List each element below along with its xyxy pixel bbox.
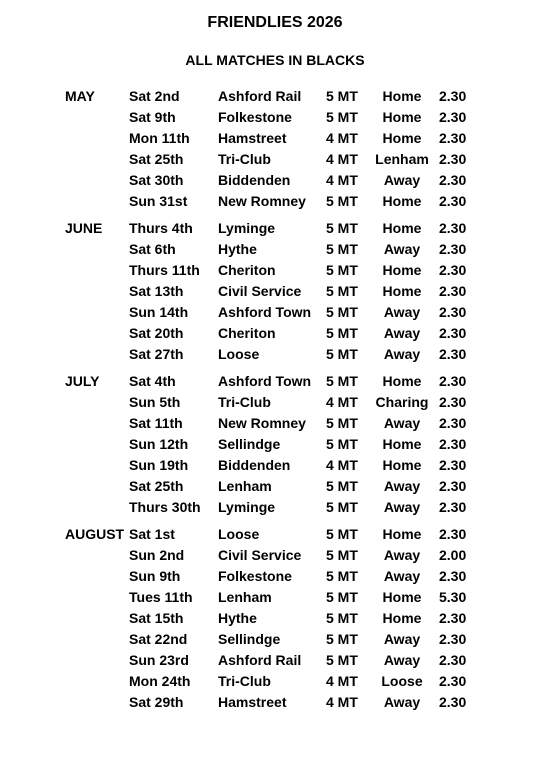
fixture-date: Tues 11th [129,589,193,605]
fixture-row [0,128,550,149]
fixture-row [0,371,550,392]
fixture-row [0,86,550,107]
fixture-time: 2.30 [439,526,467,542]
page-subtitle: ALL MATCHES IN BLACKS [185,52,365,68]
fixture-date: Sun 31st [129,193,188,209]
fixture-date: Thurs 4th [129,220,193,236]
fixture-opponent: Hythe [218,610,257,626]
fixture-venue: Home [382,526,422,542]
fixture-venue: Home [382,589,422,605]
fixture-time: 2.30 [439,262,467,278]
fixture-time: 2.30 [439,151,467,167]
fixture-opponent: Loose [218,526,260,542]
fixture-date: Sat 11th [129,415,183,431]
fixture-format: 4 MT [326,673,358,689]
fixture-time: 2.30 [439,193,467,209]
month-group-july [0,371,550,518]
fixture-date: Sat 6th [129,241,176,257]
fixture-time: 2.30 [439,457,467,473]
fixture-time: 2.30 [439,568,467,584]
fixture-time: 2.30 [439,394,467,410]
fixture-time: 2.30 [439,88,467,104]
fixture-row [0,671,550,692]
fixture-format: 5 MT [326,436,358,452]
fixture-opponent: Biddenden [218,172,291,188]
fixture-venue: Home [382,130,422,146]
fixture-opponent: Lyminge [218,220,276,236]
fixture-date: Sun 23rd [129,652,189,668]
fixture-venue: Away [383,241,421,257]
fixture-row [0,239,550,260]
fixture-time: 2.30 [439,694,467,710]
fixture-row [0,323,550,344]
fixture-opponent: Civil Service [218,547,302,563]
fixture-time: 2.30 [439,373,467,389]
fixture-time: 2.30 [439,109,467,125]
fixture-venue: Home [382,109,422,125]
fixture-venue: Home [382,283,422,299]
fixture-format: 4 MT [326,151,358,167]
fixture-venue: Lenham [375,151,429,167]
fixture-format: 5 MT [326,304,358,320]
fixture-format: 5 MT [326,547,358,563]
fixtures-list [0,86,550,719]
month-label: JUNE [65,220,103,236]
fixture-row [0,587,550,608]
fixture-format: 5 MT [326,283,358,299]
fixture-time: 2.30 [439,304,467,320]
fixture-format: 5 MT [326,610,358,626]
fixture-format: 5 MT [326,499,358,515]
fixture-opponent: Ashford Town [218,373,312,389]
fixture-time: 2.30 [439,172,467,188]
fixture-opponent: Tri-Club [218,673,271,689]
fixture-time: 2.30 [439,652,467,668]
fixture-format: 5 MT [326,193,358,209]
fixture-opponent: Lenham [218,478,272,494]
page-title: FRIENDLIES 2026 [207,14,343,31]
fixture-format: 4 MT [326,394,358,410]
fixture-time: 2.00 [439,547,467,563]
fixture-row [0,608,550,629]
fixture-row [0,455,550,476]
fixture-opponent: Hamstreet [218,130,287,146]
fixture-format: 4 MT [326,457,358,473]
fixture-venue: Away [383,172,421,188]
fixture-venue: Away [383,694,421,710]
fixture-opponent: Ashford Rail [218,652,302,668]
fixture-time: 2.30 [439,130,467,146]
fixture-row [0,476,550,497]
fixture-format: 5 MT [326,526,358,542]
fixture-row [0,413,550,434]
fixture-row [0,191,550,212]
fixture-date: Sat 13th [129,283,184,299]
fixture-row [0,434,550,455]
fixture-venue: Home [382,457,422,473]
fixture-venue: Charing [375,394,429,410]
fixture-format: 5 MT [326,589,358,605]
fixture-row [0,692,550,713]
fixture-row [0,650,550,671]
month-label: AUGUST [65,526,125,542]
fixture-date: Sat 15th [129,610,184,626]
fixture-opponent: Lyminge [218,499,276,515]
fixture-venue: Away [383,499,421,515]
fixture-format: 4 MT [326,130,358,146]
fixture-venue: Away [383,415,421,431]
fixture-opponent: Tri-Club [218,394,271,410]
fixture-date: Thurs 11th [129,262,200,278]
fixture-opponent: Cheriton [218,325,276,341]
fixture-venue: Away [383,304,421,320]
fixture-opponent: Hamstreet [218,694,287,710]
fixture-format: 5 MT [326,325,358,341]
fixture-time: 5.30 [439,589,467,605]
fixture-time: 2.30 [439,241,467,257]
fixture-venue: Away [383,346,421,362]
fixture-row [0,524,550,545]
fixture-venue: Home [382,436,422,452]
fixture-row [0,344,550,365]
fixture-format: 5 MT [326,88,358,104]
fixture-time: 2.30 [439,436,467,452]
fixture-row [0,107,550,128]
month-label: JULY [65,373,100,389]
fixture-time: 2.30 [439,478,467,494]
fixture-opponent: Sellindge [218,436,281,452]
fixture-time: 2.30 [439,499,467,515]
fixture-opponent: Sellindge [218,631,281,647]
fixture-format: 5 MT [326,109,358,125]
fixture-date: Sat 27th [129,346,184,362]
fixture-venue: Home [382,373,422,389]
fixture-time: 2.30 [439,631,467,647]
fixture-time: 2.30 [439,610,467,626]
fixture-format: 5 MT [326,220,358,236]
fixture-format: 5 MT [326,241,358,257]
fixture-opponent: Lenham [218,589,272,605]
fixture-row [0,392,550,413]
fixture-venue: Away [383,547,421,563]
fixture-opponent: Hythe [218,241,257,257]
fixture-date: Sat 9th [129,109,176,125]
fixture-date: Sun 2nd [129,547,185,563]
fixture-date: Sat 2nd [129,88,180,104]
fixture-date: Sun 14th [129,304,189,320]
fixture-opponent: New Romney [218,415,306,431]
fixture-time: 2.30 [439,220,467,236]
fixture-venue: Away [383,325,421,341]
fixture-opponent: Tri-Club [218,151,271,167]
fixture-row [0,260,550,281]
fixture-format: 5 MT [326,415,358,431]
fixture-date: Thurs 30th [129,499,201,515]
month-label: MAY [65,88,95,104]
fixture-time: 2.30 [439,415,467,431]
fixture-format: 5 MT [326,631,358,647]
fixture-date: Sun 19th [129,457,189,473]
fixture-time: 2.30 [439,346,467,362]
fixture-venue: Away [383,652,421,668]
fixture-format: 5 MT [326,478,358,494]
fixture-opponent: Ashford Town [218,304,312,320]
fixture-date: Mon 24th [129,673,191,689]
fixture-date: Sat 20th [129,325,184,341]
fixture-format: 5 MT [326,568,358,584]
fixture-venue: Away [383,568,421,584]
fixture-time: 2.30 [439,325,467,341]
month-group-june [0,218,550,365]
fixture-row [0,170,550,191]
fixture-date: Sun 9th [129,568,181,584]
fixture-opponent: Loose [218,346,260,362]
fixture-format: 5 MT [326,652,358,668]
fixture-format: 5 MT [326,262,358,278]
fixture-date: Sat 22nd [129,631,188,647]
fixture-format: 4 MT [326,694,358,710]
fixture-format: 4 MT [326,172,358,188]
fixture-opponent: New Romney [218,193,306,209]
fixture-venue: Home [382,220,422,236]
fixture-time: 2.30 [439,283,467,299]
fixture-row [0,566,550,587]
fixture-date: Sat 25th [129,478,184,494]
fixture-venue: Home [382,262,422,278]
fixture-format: 5 MT [326,346,358,362]
fixture-format: 5 MT [326,373,358,389]
fixture-opponent: Ashford Rail [218,88,302,104]
fixture-row [0,545,550,566]
fixture-venue: Home [382,610,422,626]
fixture-row [0,302,550,323]
fixture-row [0,629,550,650]
fixture-row [0,497,550,518]
fixture-date: Sun 5th [129,394,181,410]
fixture-row [0,281,550,302]
fixture-date: Sat 29th [129,694,184,710]
month-group-august [0,524,550,713]
fixture-venue: Home [382,193,422,209]
fixture-date: Sat 1st [129,526,175,542]
fixture-time: 2.30 [439,673,467,689]
fixture-opponent: Folkestone [218,109,292,125]
month-group-may [0,86,550,212]
fixture-date: Mon 11th [129,130,190,146]
fixture-date: Sat 25th [129,151,184,167]
fixture-date: Sat 4th [129,373,176,389]
fixture-opponent: Folkestone [218,568,292,584]
fixture-venue: Away [383,478,421,494]
fixture-venue: Home [382,88,422,104]
fixture-date: Sat 30th [129,172,184,188]
fixture-venue: Loose [381,673,423,689]
fixture-opponent: Cheriton [218,262,276,278]
fixture-opponent: Civil Service [218,283,302,299]
fixture-row [0,149,550,170]
fixture-venue: Away [383,631,421,647]
fixture-date: Sun 12th [129,436,189,452]
fixture-opponent: Biddenden [218,457,291,473]
fixture-row [0,218,550,239]
